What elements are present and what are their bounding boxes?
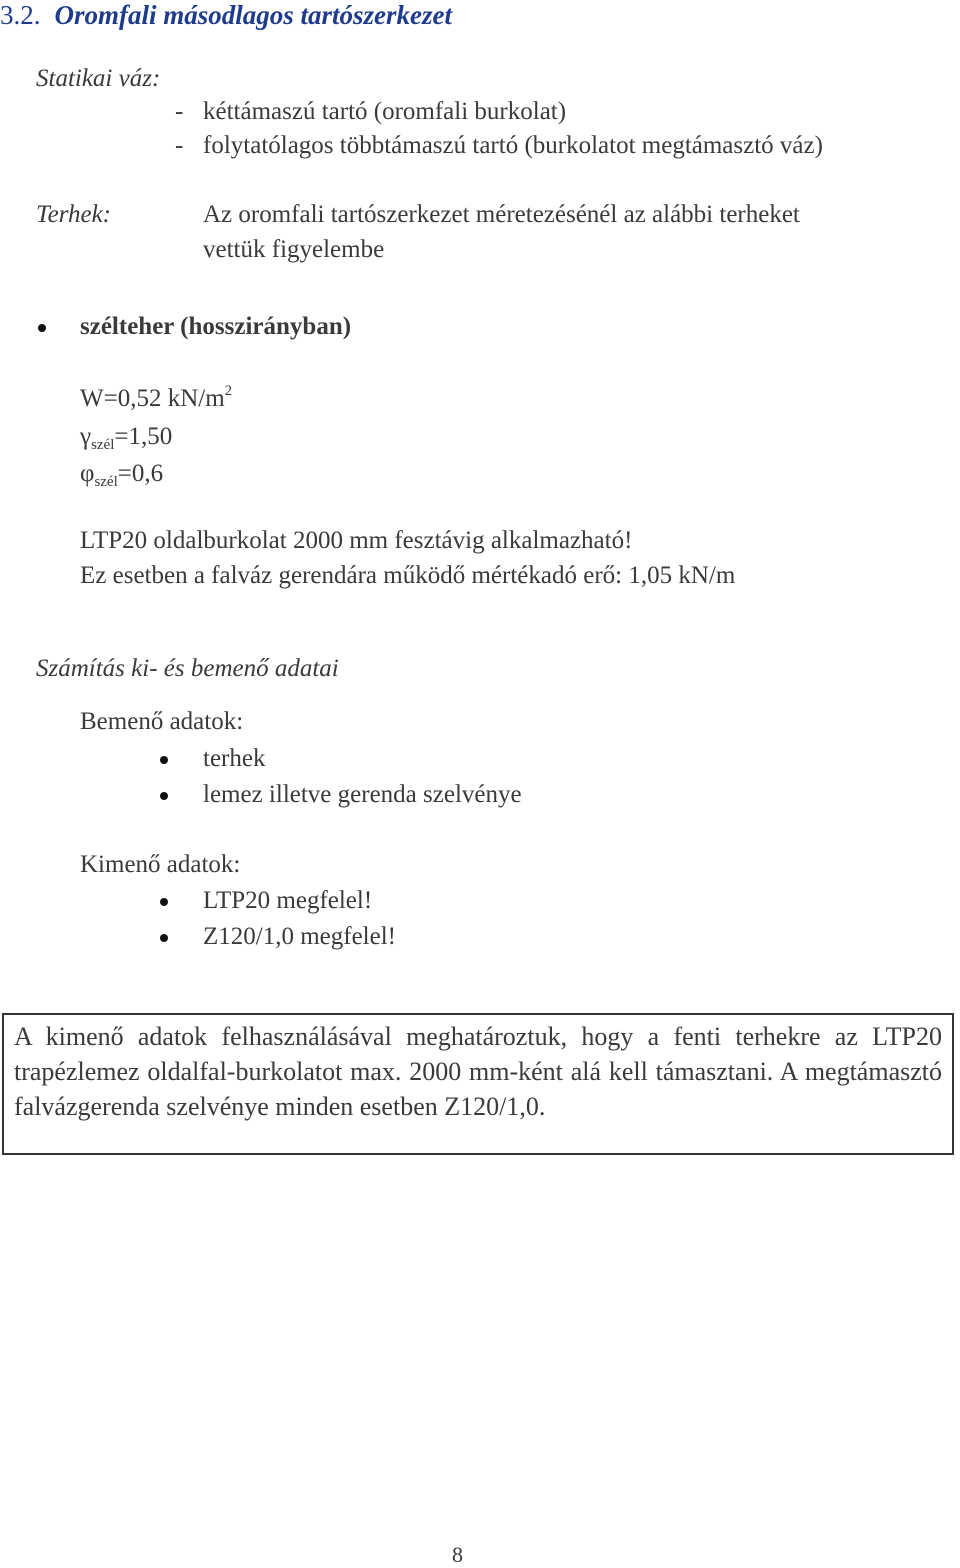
section-title: Oromfali másodlagos tartószerkezet bbox=[54, 0, 453, 30]
statikai-item bbox=[175, 132, 823, 160]
summary-box bbox=[2, 1013, 954, 1155]
phi-factor bbox=[80, 460, 163, 488]
szamitas-title: Számítás ki- és bemenő adatai bbox=[36, 655, 339, 682]
terhek-text-line1: Az oromfali tartószerkezet méretezésénél az alábbi terheket bbox=[203, 201, 800, 228]
gamma-symbol: γ bbox=[80, 423, 92, 450]
dash-marker: - bbox=[175, 132, 184, 159]
szelteher-title: szélteher (hosszirányban) bbox=[80, 313, 352, 340]
section-heading bbox=[0, 0, 452, 30]
wind-load-text: W=0,52 kN/m bbox=[80, 385, 225, 412]
bullet-icon bbox=[160, 934, 168, 942]
ltp20-note: LTP20 oldalburkolat 2000 mm fesztávig alkalmazható! bbox=[80, 527, 633, 554]
kimeno-item: Z120/1,0 megfelel! bbox=[203, 923, 396, 950]
page-number: 8 bbox=[452, 1542, 463, 1567]
kimeno-item: LTP20 megfelel! bbox=[203, 887, 373, 914]
terhek-text-line2: vettük figyelembe bbox=[203, 236, 385, 263]
phi-subscript: szél bbox=[94, 474, 118, 490]
bullet-icon bbox=[160, 792, 168, 800]
bemeno-item: lemez illetve gerenda szelvénye bbox=[203, 781, 522, 808]
wind-load-value bbox=[80, 385, 232, 413]
gamma-value: =1,50 bbox=[114, 423, 173, 450]
terhek-label: Terhek: bbox=[36, 201, 111, 228]
gamma-subscript: szél bbox=[91, 437, 115, 453]
statikai-item-text: kéttámaszú tartó (oromfali burkolat) bbox=[203, 98, 567, 125]
section-number: 3.2. bbox=[0, 0, 41, 30]
statikai-label: Statikai váz: bbox=[36, 65, 161, 92]
phi-value: =0,6 bbox=[117, 460, 164, 487]
dash-marker: - bbox=[175, 98, 184, 125]
summary-text: A kimenő adatok felhasználásával meghatároztuk, hogy a fenti terhekre az LTP20 trapézlemez oldalfal-burkolatot max. 2000 mm-ként alá kell támasztani. A megtámasztó falvázgerenda szelvénye minden esetben Z120/1,0. bbox=[14, 1022, 942, 1121]
statikai-item bbox=[175, 98, 567, 126]
bullet-icon bbox=[160, 898, 168, 906]
gamma-factor bbox=[80, 423, 172, 451]
bullet-icon bbox=[160, 756, 168, 764]
force-note: Ez esetben a falváz gerendára működő mértékadó erő: 1,05 kN/m bbox=[80, 562, 736, 589]
phi-symbol: φ bbox=[80, 460, 95, 487]
bemeno-label: Bemenő adatok: bbox=[80, 708, 244, 735]
bemeno-item: terhek bbox=[203, 745, 266, 772]
kimeno-label: Kimenő adatok: bbox=[80, 851, 241, 878]
bullet-icon bbox=[38, 324, 46, 332]
wind-load-exponent: 2 bbox=[224, 383, 233, 399]
statikai-item-text: folytatólagos többtámaszú tartó (burkolatot megtámasztó váz) bbox=[203, 132, 823, 159]
